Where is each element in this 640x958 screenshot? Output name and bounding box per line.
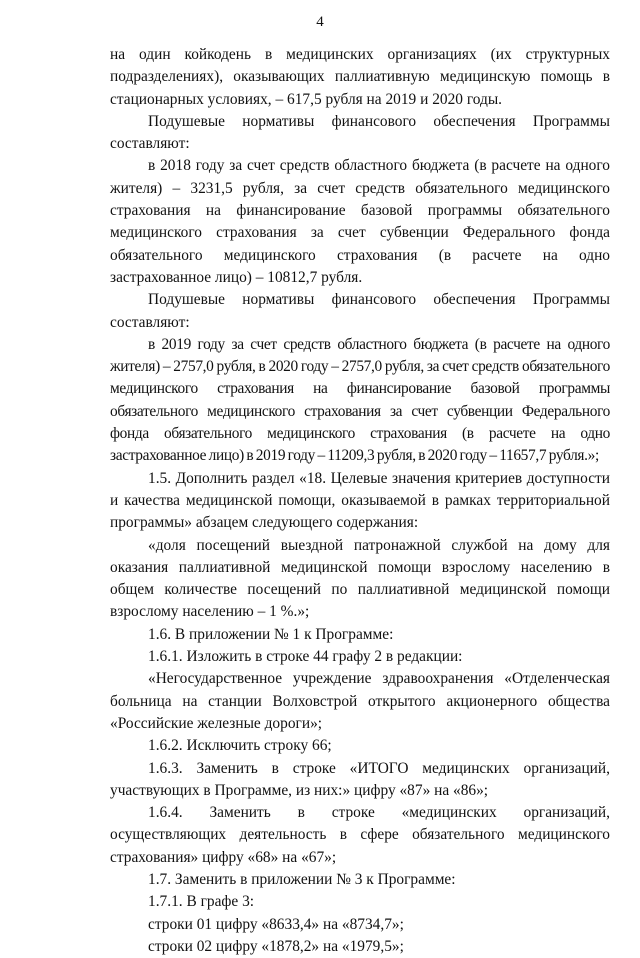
paragraph-item-1-6: 1.6. В приложении № 1 к Программе: <box>148 625 394 643</box>
paragraph-item-1-5: 1.5. Дополнить раздел «18. Целевые значения критериев доступности и качества медицинской помощи, оказываемой в рамках территориальной программы» абзацем следующего содержания: <box>110 469 610 532</box>
paragraph-per-capita-heading-2018: Подушевые нормативы финансового обеспечения Программы составляют: <box>110 112 610 153</box>
paragraph-row-02: строки 02 цифру «1878,2» на «1979,5»; <box>148 937 404 955</box>
paragraph-item-1-6-4: 1.6.4. Заменить в строке «медицинских организаций, осуществляющих деятельность в сфере обязательного медицинского страхования» цифру «68» на «67»; <box>110 804 610 866</box>
page-number: 4 <box>316 14 324 30</box>
paragraph-per-capita-2019-2020: в 2019 году за счет средств областного бюджета (в расчете на одного жителя) – 2757,0 рубля, в 2020 году – 2757,0 рубля, за счет средств обязательного медицинского страхования на финансирование базовой программы обязательного медицинского страхования за счет субвенции Федерального фонда обязательного медицинского страхования (в расчете на одно застрахованное лицо) в 2019 году – 11209,3 рубля, в 2020 году – 11657,7 рубля.»; <box>110 335 610 465</box>
paragraph-quote-palliative-share: «доля посещений выездной патронажной службой на дому для оказания паллиативной медицинской помощи взрослому населению в общем количестве посещений по паллиативной медицинской помощи взрослому населению – 1 %.»; <box>110 536 610 621</box>
paragraph-item-1-7: 1.7. Заменить в приложении № 3 к Программе: <box>148 870 456 888</box>
paragraph-item-1-6-2: 1.6.2. Исключить строку 66; <box>148 737 332 755</box>
paragraph-per-capita-heading-2019: Подушевые нормативы финансового обеспечения Программы составляют: <box>110 291 610 331</box>
paragraph-item-1-6-1: 1.6.1. Изложить в строке 44 графу 2 в редакции: <box>148 648 463 666</box>
paragraph-item-1-7-1: 1.7.1. В графе 3: <box>148 893 255 911</box>
paragraph-item-1-6-3: 1.6.3. Заменить в строке «ИТОГО медицинских организаций, участвующих в Программе, из них:» цифру «87» на «86»; <box>110 759 610 799</box>
paragraph-per-capita-2018: в 2018 году за счет средств областного бюджета (в расчете на одного жителя) – 3231,5 рубля, за счет средств обязательного медицинского страхования на финансирование базовой программы обязательного медицинского страхования за счет субвенции Федерального фонда обязательного медицинского страхования (в расчете на одно застрахованное лицо) – 10812,7 рубля. <box>110 157 610 286</box>
document-body <box>110 44 610 958</box>
paragraph-row-01: строки 01 цифру «8633,4» на «8734,7»; <box>148 915 404 933</box>
paragraph-inpatient-rate: на один койкодень в медицинских организациях (их структурных подразделениях), оказывающих паллиативную медицинскую помощь в стационарных условиях, – 617,5 рубля на 2019 и 2020 годы. <box>110 46 610 108</box>
paragraph-quote-hospital-name: «Негосударственное учреждение здравоохранения «Отделенческая больница на станции Волховстрой открытого акционерного общества «Российские железные дороги»; <box>110 670 610 732</box>
